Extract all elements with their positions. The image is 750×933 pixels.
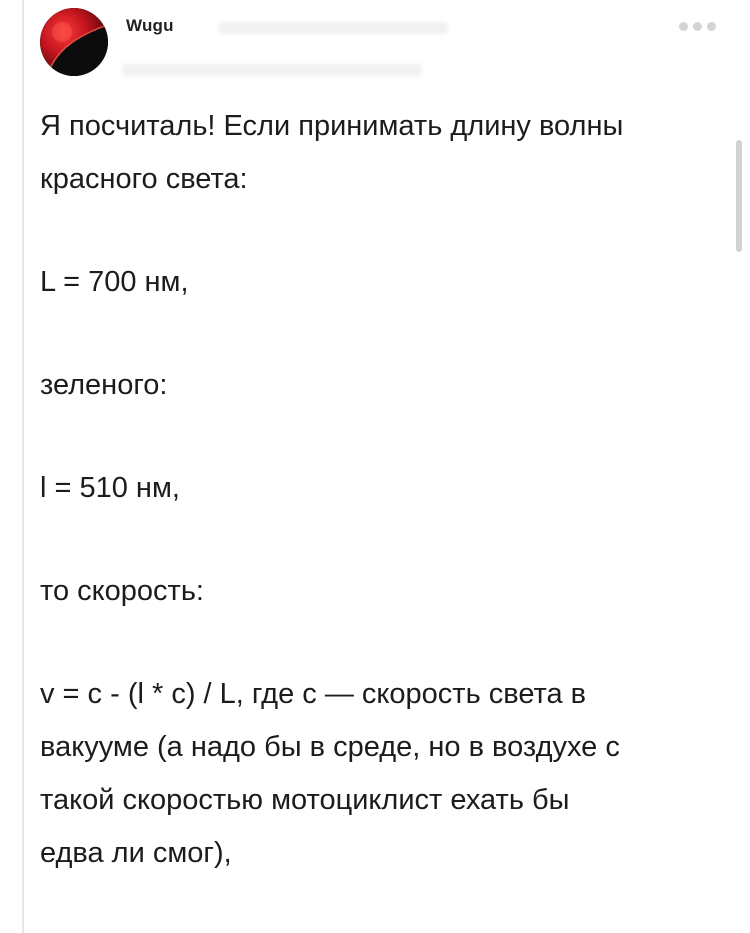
more-options-button[interactable] bbox=[674, 16, 720, 36]
post-text-line: едва ли смог), bbox=[40, 837, 232, 869]
post-text-line: L = 700 нм, bbox=[40, 266, 189, 298]
post-text-line: l = 510 нм, bbox=[40, 472, 180, 504]
post-text-line: Я посчиталь! Если принимать длину волны bbox=[40, 110, 624, 142]
post-text-line: то скорость: bbox=[40, 575, 204, 607]
author-name[interactable]: Wugu bbox=[126, 16, 174, 35]
post-text-line: зеленого: bbox=[40, 369, 168, 401]
ellipsis-horizontal-icon bbox=[693, 22, 702, 31]
thread-rule bbox=[22, 0, 24, 933]
post-text-line: v = c - (l * c) / L, где c — скорость света в bbox=[40, 678, 587, 710]
avatar-image bbox=[40, 8, 108, 76]
blurred-meta-bottom bbox=[122, 64, 422, 76]
post-text-line: вакууме (а надо бы в среде, но в воздухе с bbox=[40, 731, 620, 763]
avatar[interactable] bbox=[40, 8, 108, 76]
post-text-line: такой скоростью мотоциклист ехать бы bbox=[40, 784, 570, 816]
ellipsis-horizontal-icon bbox=[707, 22, 716, 31]
scrollbar-thumb[interactable] bbox=[736, 140, 742, 252]
ellipsis-horizontal-icon bbox=[679, 22, 688, 31]
post-text-line: красного света: bbox=[40, 163, 248, 195]
post-header bbox=[38, 6, 728, 78]
blurred-meta-top bbox=[218, 22, 448, 34]
post-body bbox=[40, 100, 720, 880]
